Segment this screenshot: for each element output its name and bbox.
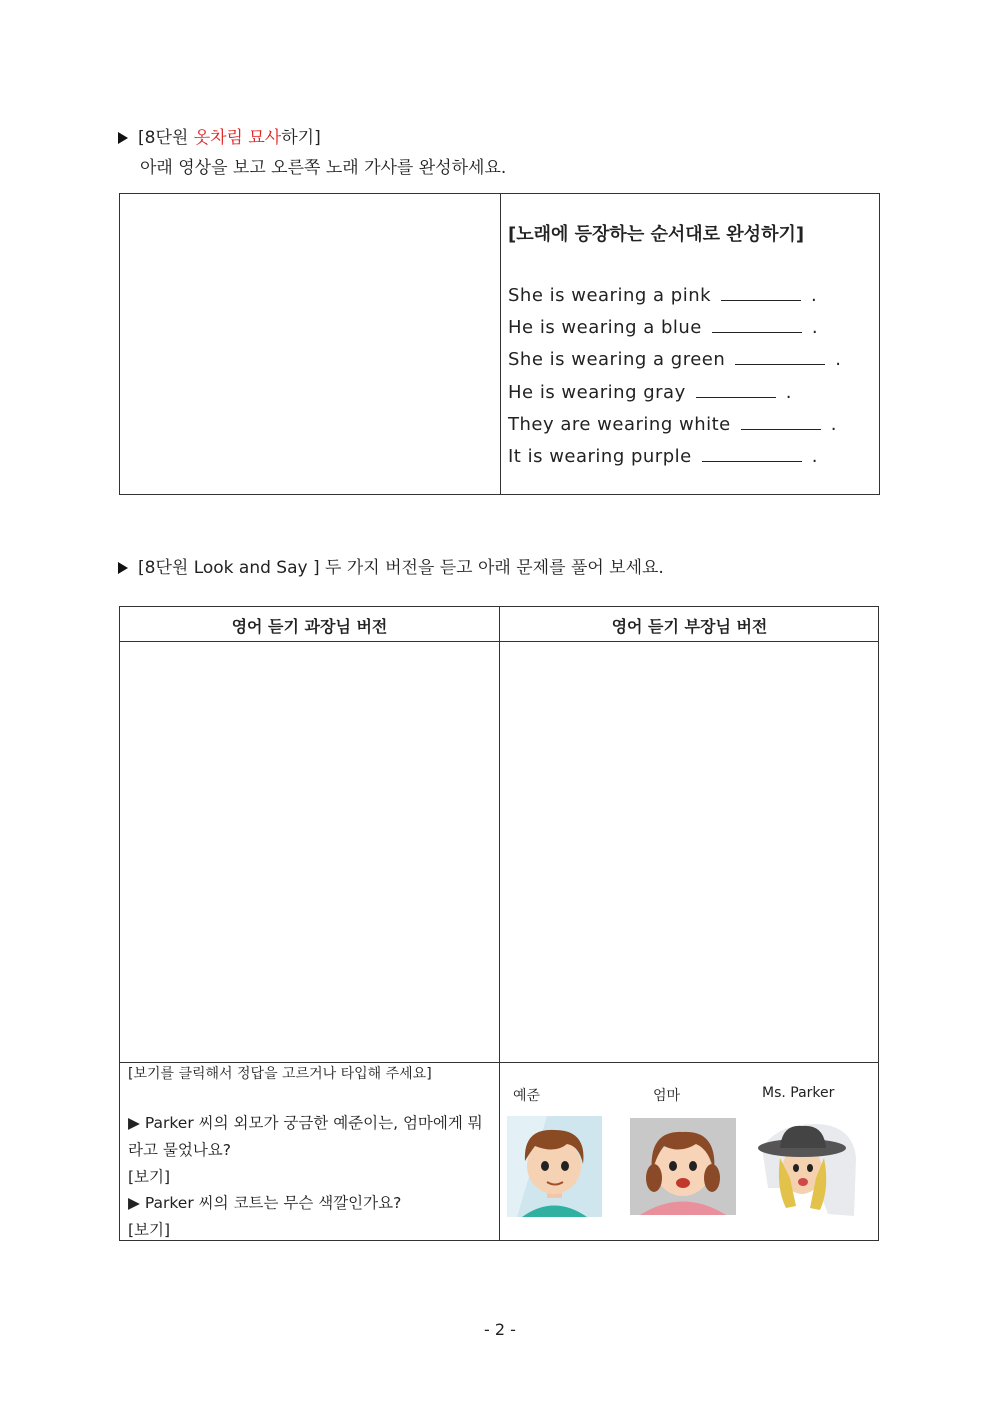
girl-portrait-icon [630, 1118, 736, 1215]
lyric-line-4: He is wearing gray . [508, 382, 792, 403]
answer-dropdown-1[interactable]: [보기] [128, 1168, 171, 1186]
answer-blank[interactable] [702, 447, 802, 462]
lyrics-table [119, 193, 880, 495]
char-name-3: Ms. Parker [762, 1085, 835, 1101]
section1-heading [118, 127, 321, 149]
lyric-line-1: She is wearing a pink . [508, 285, 818, 306]
lyric-line-3: She is wearing a green . [508, 349, 842, 370]
answer-blank[interactable] [696, 383, 776, 398]
woman-hat-portrait-icon [758, 1118, 858, 1218]
question-2: ▶ Parker 씨의 코트는 무슨 색깔인가요? [128, 1194, 402, 1212]
answer-blank[interactable] [721, 286, 801, 301]
answer-blank[interactable] [741, 415, 821, 430]
video-left-placeholder[interactable] [120, 642, 499, 1062]
video-right-placeholder[interactable] [500, 642, 879, 1062]
lyric-line-6: It is wearing purple . [508, 446, 818, 467]
lyric-line-2: He is wearing a blue . [508, 317, 819, 338]
col-head-right: 영어 듣기 부장님 버전 [611, 617, 768, 636]
lyrics-title: [노래에 등장하는 순서대로 완성하기] [508, 224, 805, 245]
section2-heading: [8단원 Look and Say ] 두 가지 버전을 듣고 아래 문제를 풀어 보세요. [118, 557, 664, 579]
video-placeholder[interactable] [120, 194, 500, 494]
listening-table [119, 606, 879, 1241]
page-number: - 2 - [484, 1320, 516, 1339]
triangle-bullet-icon [118, 562, 128, 574]
boy-portrait-icon [507, 1116, 602, 1217]
heading-prefix: [8단원 [138, 128, 194, 148]
char-name-1: 예준 [513, 1088, 541, 1104]
section1-instruction: 아래 영상을 보고 오른쪽 노래 가사를 완성하세요. [140, 158, 507, 178]
col-head-left: 영어 듣기 과장님 버전 [231, 617, 388, 636]
answer-blank[interactable] [712, 318, 802, 333]
answer-blank[interactable] [735, 350, 825, 365]
question-1: ▶ Parker 씨의 외모가 궁금한 예준이는, 엄마에게 뭐라고 물었나요? [128, 1114, 483, 1159]
hint-text: [보기를 클릭해서 정답을 고르거나 타입해 주세요] [128, 1066, 432, 1082]
heading-suffix: 하기] [281, 128, 321, 148]
char-name-2: 엄마 [653, 1088, 681, 1104]
triangle-bullet-icon [118, 132, 128, 144]
lyric-line-5: They are wearing white . [508, 414, 837, 435]
heading-highlight: 옷차림 묘사 [193, 128, 282, 148]
answer-dropdown-2[interactable]: [보기] [128, 1221, 171, 1239]
